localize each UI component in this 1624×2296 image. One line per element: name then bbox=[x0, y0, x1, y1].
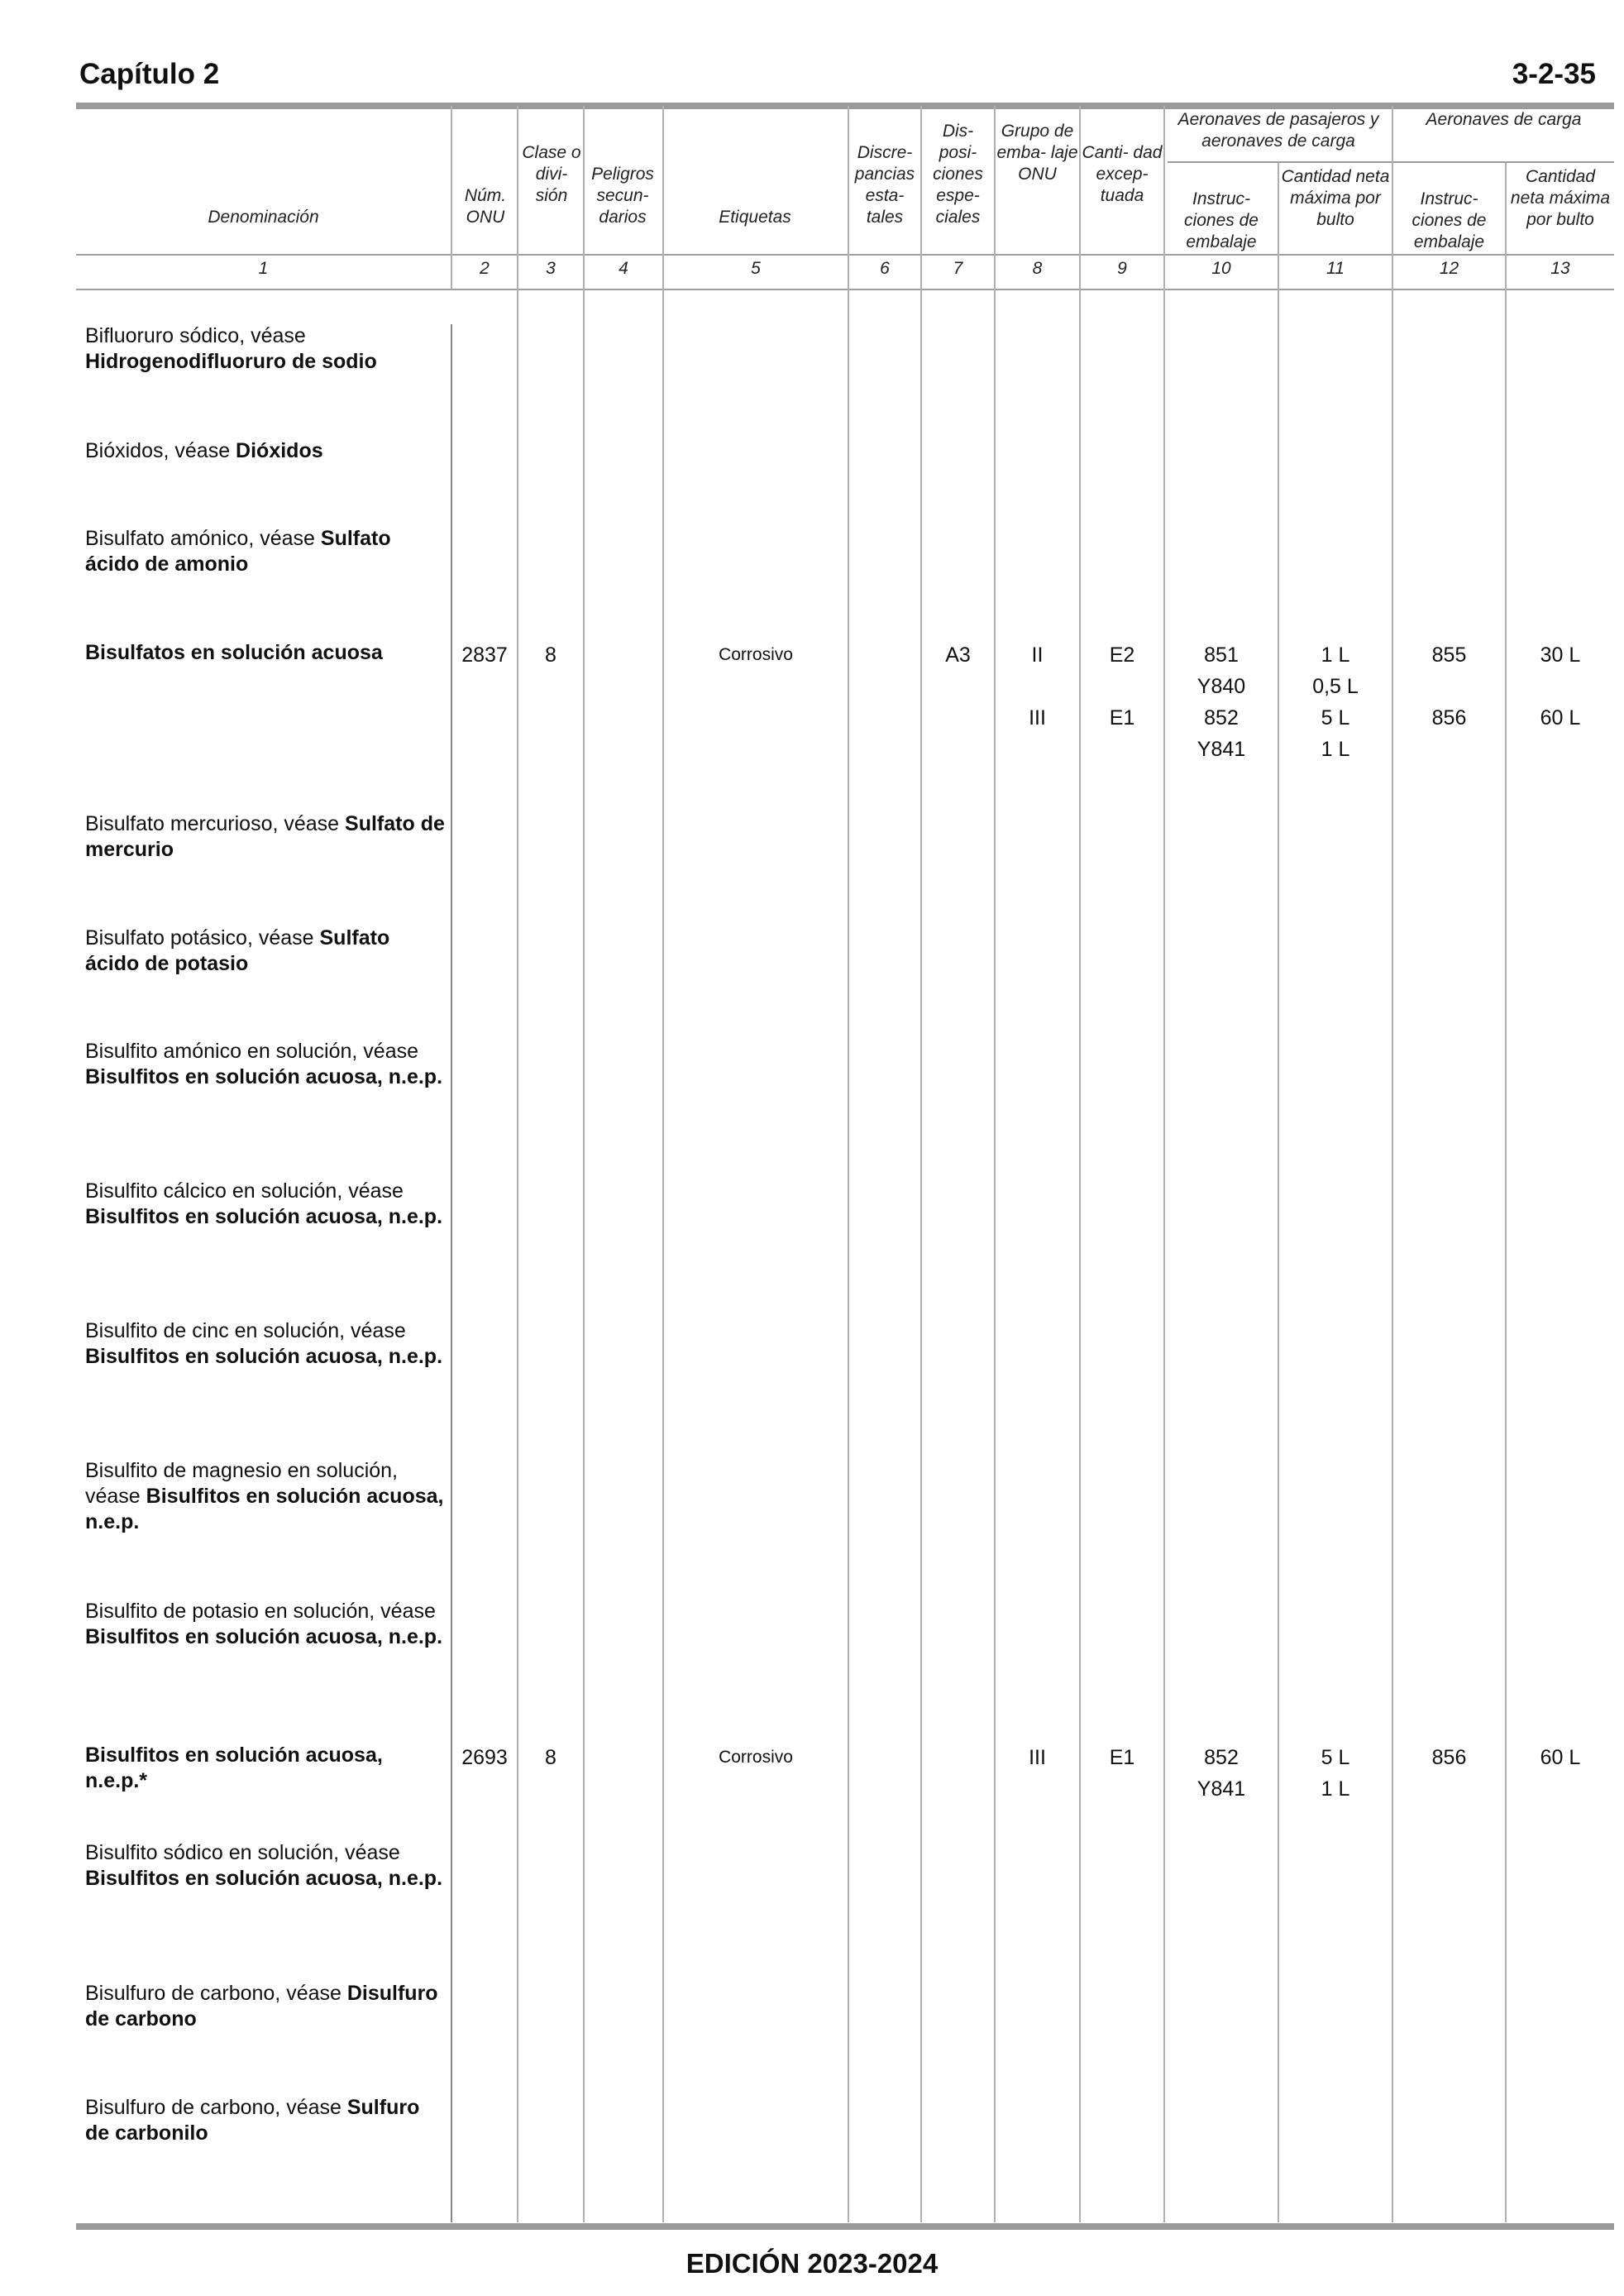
label: Corrosivo bbox=[719, 1748, 793, 1767]
colnum-11: 11 bbox=[1326, 259, 1345, 278]
label: Corrosivo bbox=[719, 645, 793, 664]
header-peligros: Peligros secun- darios bbox=[591, 165, 654, 227]
net-quantity-pax: 1 L bbox=[1321, 643, 1350, 667]
chapter-title: Capítulo 2 bbox=[79, 58, 220, 90]
group-header-line bbox=[1168, 161, 1614, 163]
net-quantity-pax: 1 L bbox=[1321, 738, 1350, 761]
header-discrepancias: Discre- pancias esta- tales bbox=[854, 143, 915, 227]
packing-instruction-pax: 852 bbox=[1204, 706, 1239, 729]
entry-bisulfitos: Bisulfitos en solución acuosa, n.e.p.* bbox=[85, 1744, 383, 1792]
entry-bisulfatos: Bisulfatos en solución acuosa bbox=[85, 641, 383, 664]
net-quantity-cargo: 30 L bbox=[1540, 643, 1581, 667]
header-instrucciones-carga: Instruc- ciones de embalaje bbox=[1411, 189, 1487, 251]
packing-group: III bbox=[1029, 1746, 1046, 1769]
entry-bifluoruro: Bifluoruro sódico, véase Hidrogenodifluoruro de sodio bbox=[85, 324, 377, 373]
top-rule bbox=[76, 103, 1614, 109]
entry-bioxidos: Bióxidos, véase Dióxidos bbox=[85, 439, 323, 462]
header-cantidad-carga: Cantidad neta máxima por bulto bbox=[1510, 167, 1611, 229]
packing-instruction-cargo: 856 bbox=[1431, 706, 1467, 729]
colnum-8: 8 bbox=[1032, 259, 1043, 278]
header-instrucciones-pax: Instruc- ciones de embalaje bbox=[1184, 189, 1259, 251]
entry-bisulfito-potasio: Bisulfito de potasio en solución, véase Bisulfitos en solución acuosa, n.e.p. bbox=[85, 1600, 443, 1648]
edition-footer: EDICIÓN 2023-2024 bbox=[685, 2248, 939, 2279]
header-cantidad-exceptuada: Canti- dad excep- tuada bbox=[1082, 143, 1163, 205]
net-quantity-pax: 5 L bbox=[1321, 1746, 1350, 1769]
net-quantity-cargo: 60 L bbox=[1540, 1746, 1581, 1769]
header-cantidad-pax: Cantidad neta máxima por bulto bbox=[1281, 167, 1390, 229]
packing-instruction-pax: Y841 bbox=[1197, 738, 1246, 761]
packing-instruction-cargo: 856 bbox=[1431, 1746, 1467, 1769]
entry-bisulfuro-disulfuro: Bisulfuro de carbono, véase Disulfuro de carbono bbox=[85, 1982, 438, 2031]
excepted-quantity: E1 bbox=[1109, 706, 1135, 729]
colnum-7: 7 bbox=[953, 259, 963, 278]
header-num-onu: Núm. ONU bbox=[464, 186, 507, 227]
bottom-rule bbox=[76, 2223, 1614, 2230]
colnum-12: 12 bbox=[1439, 259, 1459, 278]
class: 8 bbox=[545, 643, 556, 667]
packing-instruction-pax: Y841 bbox=[1197, 1777, 1246, 1801]
header-carga-group: Aeronaves de carga bbox=[1426, 110, 1582, 129]
header-bottom-line bbox=[76, 254, 1614, 256]
net-quantity-pax: 0,5 L bbox=[1312, 675, 1359, 698]
page-number: 3-2-35 bbox=[1512, 58, 1596, 90]
header-etiquetas: Etiquetas bbox=[719, 208, 791, 227]
header-disposiciones: Dis- posi- ciones espe- ciales bbox=[933, 122, 983, 227]
net-quantity-pax: 1 L bbox=[1321, 1777, 1350, 1801]
excepted-quantity: E2 bbox=[1109, 643, 1135, 667]
colnum-6: 6 bbox=[880, 259, 890, 278]
colnum-4: 4 bbox=[619, 259, 628, 278]
entry-bisulfato-amonico: Bisulfato amónico, véase Sulfato ácido de amonio bbox=[85, 527, 391, 576]
colnum-9: 9 bbox=[1117, 259, 1127, 278]
entry-bisulfito-cinc: Bisulfito de cinc en solución, véase Bisulfitos en solución acuosa, n.e.p. bbox=[85, 1319, 443, 1368]
colnum-2: 2 bbox=[480, 259, 490, 278]
packing-group: III bbox=[1029, 706, 1046, 729]
entry-bisulfuro-carbonilo: Bisulfuro de carbono, véase Sulfuro de carbonilo bbox=[85, 2096, 420, 2145]
entry-bisulfito-magnesio: Bisulfito de magnesio en solución, véase Bisulfitos en solución acuosa, n.e.p. bbox=[85, 1459, 444, 1533]
special-provisions: A3 bbox=[945, 643, 971, 667]
header-denominacion: Denominación bbox=[208, 208, 319, 227]
net-quantity-cargo: 60 L bbox=[1540, 706, 1581, 729]
colnum-13: 13 bbox=[1550, 259, 1570, 278]
colnum-3: 3 bbox=[546, 259, 556, 278]
colnum-bottom-line bbox=[76, 289, 1614, 290]
packing-instruction-pax: 851 bbox=[1204, 643, 1239, 667]
packing-instruction-pax: Y840 bbox=[1197, 675, 1246, 698]
excepted-quantity: E1 bbox=[1109, 1746, 1135, 1769]
header-grupo: Grupo de emba- laje ONU bbox=[996, 122, 1078, 184]
net-quantity-pax: 5 L bbox=[1321, 706, 1350, 729]
class: 8 bbox=[545, 1746, 556, 1769]
un-number: 2693 bbox=[461, 1746, 508, 1769]
packing-instruction-cargo: 855 bbox=[1431, 643, 1467, 667]
colnum-1: 1 bbox=[258, 259, 269, 278]
entry-bisulfito-sodico: Bisulfito sódico en solución, véase Bisulfitos en solución acuosa, n.e.p. bbox=[85, 1841, 443, 1890]
un-number: 2837 bbox=[461, 643, 508, 667]
entry-bisulfito-amonico: Bisulfito amónico en solución, véase Bisulfitos en solución acuosa, n.e.p. bbox=[85, 1040, 443, 1088]
header-clase: Clase o divi- sión bbox=[522, 143, 581, 205]
packing-instruction-pax: 852 bbox=[1204, 1746, 1239, 1769]
colnum-5: 5 bbox=[751, 259, 761, 278]
packing-group: II bbox=[1031, 643, 1044, 667]
header-pasajeros-group: Aeronaves de pasajeros y aeronaves de carga bbox=[1177, 110, 1379, 151]
colnum-10: 10 bbox=[1211, 259, 1231, 278]
entry-bisulfato-potasico: Bisulfato potásico, véase Sulfato ácido de potasio bbox=[85, 926, 390, 975]
entry-bisulfito-calcico: Bisulfito cálcico en solución, véase Bisulfitos en solución acuosa, n.e.p. bbox=[85, 1179, 443, 1228]
entry-bisulfato-mercurioso: Bisulfato mercurioso, véase Sulfato de mercurio bbox=[85, 812, 445, 861]
